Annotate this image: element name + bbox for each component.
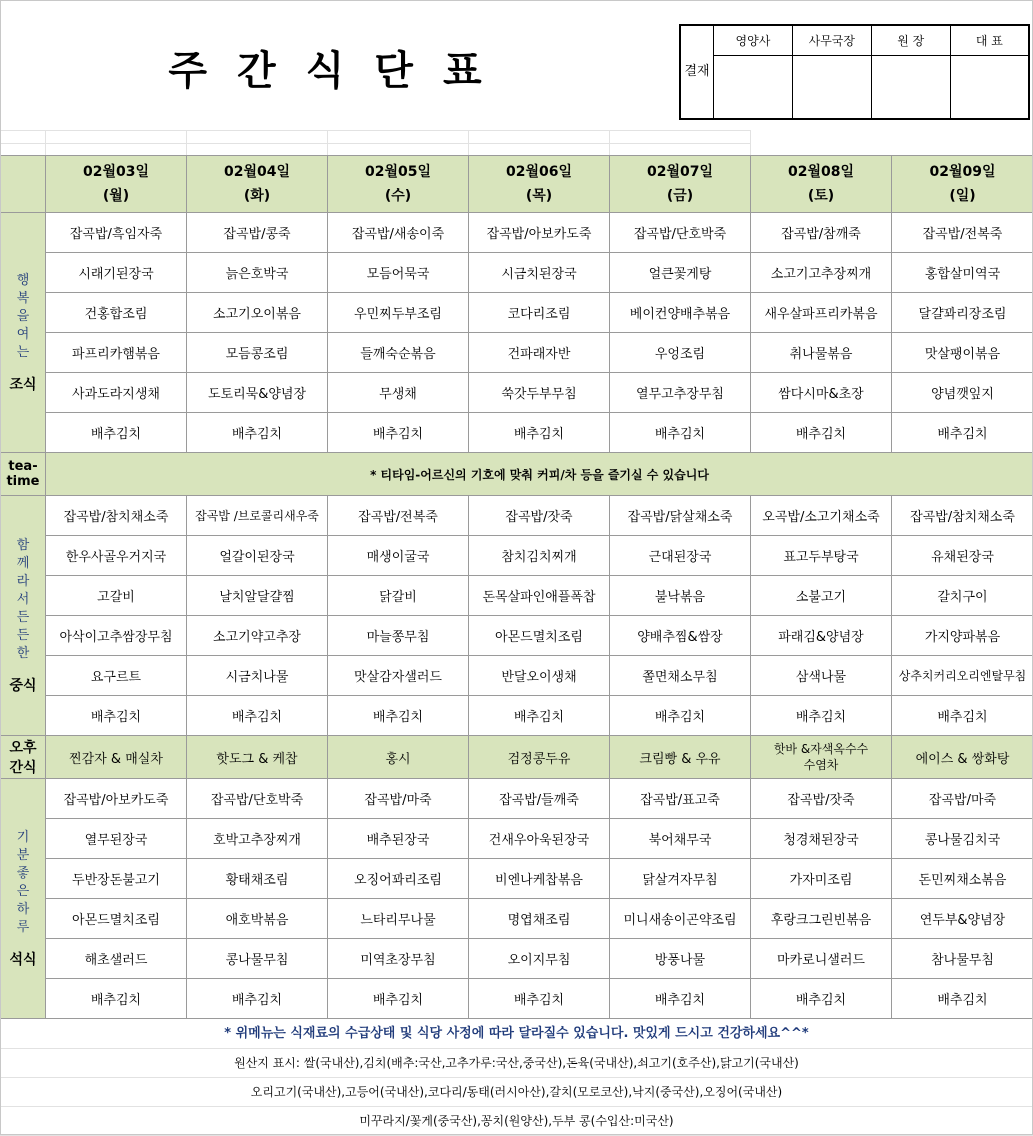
lunch-row bbox=[1, 656, 1033, 696]
menu-item: 배추김치 bbox=[187, 979, 328, 1019]
menu-item: 고갈비 bbox=[46, 576, 187, 616]
menu-item: 잡곡밥/흑임자죽 bbox=[46, 213, 187, 253]
snack-item: 검정콩두유 bbox=[469, 736, 610, 779]
menu-item: 오징어꽈리조림 bbox=[328, 859, 469, 899]
menu-item: 맛살팽이볶음 bbox=[892, 333, 1033, 373]
dinner-section-label bbox=[1, 779, 46, 1019]
menu-item: 잡곡밥/닭살채소죽 bbox=[610, 496, 751, 536]
dinner-row bbox=[1, 779, 1033, 819]
menu-item: 마늘쫑무침 bbox=[328, 616, 469, 656]
menu-item: 잡곡밥/아보카도죽 bbox=[469, 213, 610, 253]
breakfast-row bbox=[1, 213, 1033, 253]
lunch-row bbox=[1, 696, 1033, 736]
origin-line-2: 오리고기(국내산),고등어(국내산),코다리/동태(러시아산),갈치(모로코산),낙지(중국산),오징어(국내산) bbox=[0, 1078, 1033, 1107]
menu-item: 시금치나물 bbox=[187, 656, 328, 696]
menu-item: 배추김치 bbox=[328, 696, 469, 736]
menu-item: 북어채무국 bbox=[610, 819, 751, 859]
dinner-slogan: 기분 좋은 하루 bbox=[11, 829, 35, 937]
menu-item: 배추김치 bbox=[751, 696, 892, 736]
breakfast-row bbox=[1, 413, 1033, 453]
menu-item: 배추김치 bbox=[751, 979, 892, 1019]
menu-item: 아몬드멸치조림 bbox=[46, 899, 187, 939]
menu-item: 소불고기 bbox=[751, 576, 892, 616]
signature-cell[interactable] bbox=[871, 55, 950, 119]
signature-cell[interactable] bbox=[714, 55, 793, 119]
day-of-week: (목) bbox=[469, 184, 609, 208]
signature-cell[interactable] bbox=[950, 55, 1029, 119]
menu-item: 배추김치 bbox=[892, 413, 1033, 453]
menu-item: 홍합살미역국 bbox=[892, 253, 1033, 293]
menu-item: 배추김치 bbox=[46, 413, 187, 453]
signature-cell[interactable] bbox=[792, 55, 871, 119]
menu-item: 양배추찜&쌈장 bbox=[610, 616, 751, 656]
menu-item: 잡곡밥/잣죽 bbox=[469, 496, 610, 536]
breakfast-row bbox=[1, 373, 1033, 413]
menu-item: 느타리무나물 bbox=[328, 899, 469, 939]
menu-item: 표고두부탕국 bbox=[751, 536, 892, 576]
day-header-row bbox=[1, 156, 1033, 213]
day-header bbox=[46, 156, 187, 213]
day-of-week: (금) bbox=[610, 184, 750, 208]
menu-item: 근대된장국 bbox=[610, 536, 751, 576]
menu-item: 들깨숙순볶음 bbox=[328, 333, 469, 373]
lunch-section-label bbox=[1, 496, 46, 736]
notes-section bbox=[0, 1020, 1033, 1136]
snack-item: 홍시 bbox=[328, 736, 469, 779]
menu-item: 소고기오이볶음 bbox=[187, 293, 328, 333]
menu-item: 닭살겨자무침 bbox=[610, 859, 751, 899]
menu-item: 우엉조림 bbox=[610, 333, 751, 373]
menu-item: 늙은호박국 bbox=[187, 253, 328, 293]
menu-item: 파프리카햄볶음 bbox=[46, 333, 187, 373]
menu-item: 소고기고추장찌개 bbox=[751, 253, 892, 293]
menu-item: 후랑크그린빈볶음 bbox=[751, 899, 892, 939]
teatime-label: tea-time bbox=[1, 453, 46, 496]
day-date: 02월05일 bbox=[328, 160, 468, 184]
breakfast-meal-name: 조식 bbox=[1, 376, 45, 394]
menu-item: 잡곡밥/새송이죽 bbox=[328, 213, 469, 253]
menu-item: 잡곡밥/잣죽 bbox=[751, 779, 892, 819]
menu-item: 한우사골우거지국 bbox=[46, 536, 187, 576]
weekly-menu-table bbox=[0, 155, 1033, 1019]
menu-item: 모듬콩조림 bbox=[187, 333, 328, 373]
menu-item: 잡곡밥/아보카도죽 bbox=[46, 779, 187, 819]
day-date: 02월06일 bbox=[469, 160, 609, 184]
menu-item: 돈민찌채소볶음 bbox=[892, 859, 1033, 899]
menu-item: 배추김치 bbox=[187, 413, 328, 453]
day-of-week: (일) bbox=[892, 184, 1033, 208]
menu-item: 청경채된장국 bbox=[751, 819, 892, 859]
snack-item: 핫바 &자색옥수수수염차 bbox=[751, 736, 892, 779]
menu-item: 참나물무침 bbox=[892, 939, 1033, 979]
menu-item: 잡곡밥/단호박죽 bbox=[187, 779, 328, 819]
day-of-week: (월) bbox=[46, 184, 186, 208]
menu-item: 반달오이생채 bbox=[469, 656, 610, 696]
menu-item: 닭갈비 bbox=[328, 576, 469, 616]
menu-item: 소고기약고추장 bbox=[187, 616, 328, 656]
menu-item: 우민찌두부조림 bbox=[328, 293, 469, 333]
menu-item: 콩나물김치국 bbox=[892, 819, 1033, 859]
menu-item: 배추김치 bbox=[187, 696, 328, 736]
menu-item: 호박고추장찌개 bbox=[187, 819, 328, 859]
menu-item: 배추김치 bbox=[328, 979, 469, 1019]
menu-item: 잡곡밥/참치채소죽 bbox=[46, 496, 187, 536]
day-header bbox=[751, 156, 892, 213]
approval-role-ceo: 대 표 bbox=[950, 25, 1029, 55]
menu-item: 건새우아욱된장국 bbox=[469, 819, 610, 859]
page-title: 주간식단표 bbox=[0, 0, 680, 135]
menu-item: 배추김치 bbox=[892, 696, 1033, 736]
menu-item: 해초샐러드 bbox=[46, 939, 187, 979]
menu-item: 미역초장무침 bbox=[328, 939, 469, 979]
menu-item: 불낙볶음 bbox=[610, 576, 751, 616]
menu-item: 삼색나물 bbox=[751, 656, 892, 696]
approval-role-secretary: 사무국장 bbox=[792, 25, 871, 55]
menu-item: 배추김치 bbox=[751, 413, 892, 453]
snack-item: 찐감자 & 매실차 bbox=[46, 736, 187, 779]
lunch-row bbox=[1, 616, 1033, 656]
day-date: 02월03일 bbox=[46, 160, 186, 184]
day-header bbox=[610, 156, 751, 213]
menu-item: 취나물볶음 bbox=[751, 333, 892, 373]
lunch-meal-name: 중식 bbox=[1, 677, 45, 695]
menu-item: 가자미조림 bbox=[751, 859, 892, 899]
menu-item: 방풍나물 bbox=[610, 939, 751, 979]
dinner-row bbox=[1, 939, 1033, 979]
menu-item: 콩나물무침 bbox=[187, 939, 328, 979]
approval-role-nutritionist: 영양사 bbox=[714, 25, 793, 55]
menu-item: 오이지무침 bbox=[469, 939, 610, 979]
menu-item: 맛살감자샐러드 bbox=[328, 656, 469, 696]
menu-item: 돈목살파인애플폭찹 bbox=[469, 576, 610, 616]
lunch-slogan: 함께 라서 든든 한 bbox=[11, 537, 35, 663]
menu-item: 시금치된장국 bbox=[469, 253, 610, 293]
day-of-week: (화) bbox=[187, 184, 327, 208]
menu-item: 모듬어묵국 bbox=[328, 253, 469, 293]
menu-item: 잡곡밥/단호박죽 bbox=[610, 213, 751, 253]
menu-item: 명엽채조림 bbox=[469, 899, 610, 939]
menu-item: 도토리묵&양념장 bbox=[187, 373, 328, 413]
menu-item: 잡곡밥/들깨죽 bbox=[469, 779, 610, 819]
lunch-row bbox=[1, 536, 1033, 576]
breakfast-slogan: 행복을 여는 bbox=[11, 272, 35, 362]
menu-item: 아몬드멸치조림 bbox=[469, 616, 610, 656]
menu-item: 얼갈이된장국 bbox=[187, 536, 328, 576]
day-header bbox=[328, 156, 469, 213]
lunch-row bbox=[1, 496, 1033, 536]
menu-item: 잡곡밥/마죽 bbox=[328, 779, 469, 819]
menu-item: 배추김치 bbox=[469, 979, 610, 1019]
menu-item: 열무고추장무침 bbox=[610, 373, 751, 413]
menu-item: 두반장돈불고기 bbox=[46, 859, 187, 899]
menu-item: 아삭이고추쌈장무침 bbox=[46, 616, 187, 656]
approval-role-director: 원 장 bbox=[871, 25, 950, 55]
menu-item: 배추김치 bbox=[892, 979, 1033, 1019]
menu-item: 미니새송이곤약조림 bbox=[610, 899, 751, 939]
day-date: 02월09일 bbox=[892, 160, 1033, 184]
day-of-week: (수) bbox=[328, 184, 468, 208]
menu-item: 오곡밥/소고기채소죽 bbox=[751, 496, 892, 536]
menu-item: 갈치구이 bbox=[892, 576, 1033, 616]
menu-item: 양념깻잎지 bbox=[892, 373, 1033, 413]
menu-item: 배추된장국 bbox=[328, 819, 469, 859]
menu-item: 열무된장국 bbox=[46, 819, 187, 859]
menu-item: 요구르트 bbox=[46, 656, 187, 696]
menu-item: 날치알달걀찜 bbox=[187, 576, 328, 616]
menu-item: 무생채 bbox=[328, 373, 469, 413]
menu-item: 얼큰꽃게탕 bbox=[610, 253, 751, 293]
breakfast-row bbox=[1, 293, 1033, 333]
origin-line-3: 미꾸라지/꽃게(중국산),꽁치(원양산),두부 콩(수입산:미국산) bbox=[0, 1107, 1033, 1136]
menu-item: 사과도라지생채 bbox=[46, 373, 187, 413]
menu-item: 매생이굴국 bbox=[328, 536, 469, 576]
day-date: 02월04일 bbox=[187, 160, 327, 184]
teatime-note: * 티타임-어르신의 기호에 맞춰 커피/차 등을 즐기실 수 있습니다 bbox=[46, 453, 1033, 496]
menu-item: 파래김&양념장 bbox=[751, 616, 892, 656]
snack-label: 오후 간식 bbox=[1, 736, 46, 779]
menu-item: 시래기된장국 bbox=[46, 253, 187, 293]
snack-item: 에이스 & 쌍화탕 bbox=[892, 736, 1033, 779]
snack-item: 핫도그 & 케찹 bbox=[187, 736, 328, 779]
menu-item: 배추김치 bbox=[46, 696, 187, 736]
dinner-row bbox=[1, 979, 1033, 1019]
menu-item: 배추김치 bbox=[610, 413, 751, 453]
menu-item: 잡곡밥/전복죽 bbox=[328, 496, 469, 536]
day-date: 02월08일 bbox=[751, 160, 891, 184]
menu-item: 연두부&양념장 bbox=[892, 899, 1033, 939]
menu-item: 배추김치 bbox=[610, 696, 751, 736]
day-header bbox=[187, 156, 328, 213]
menu-item: 쌈다시마&초장 bbox=[751, 373, 892, 413]
menu-item: 배추김치 bbox=[469, 696, 610, 736]
menu-item: 배추김치 bbox=[328, 413, 469, 453]
menu-item: 비엔나케찹볶음 bbox=[469, 859, 610, 899]
menu-item: 잡곡밥/참깨죽 bbox=[751, 213, 892, 253]
menu-item: 배추김치 bbox=[46, 979, 187, 1019]
menu-item: 달걀꽈리장조림 bbox=[892, 293, 1033, 333]
menu-item: 쑥갓두부무침 bbox=[469, 373, 610, 413]
menu-item: 새우살파프리카볶음 bbox=[751, 293, 892, 333]
origin-line-1: 원산지 표시: 쌀(국내산),김치(배추:국산,고추가루:국산,중국산),돈육(국내산),쇠고기(호주산),닭고기(국내산) bbox=[0, 1049, 1033, 1078]
menu-item: 가지양파볶음 bbox=[892, 616, 1033, 656]
menu-item: 코다리조림 bbox=[469, 293, 610, 333]
day-date: 02월07일 bbox=[610, 160, 750, 184]
menu-item: 배추김치 bbox=[610, 979, 751, 1019]
approval-box bbox=[679, 24, 1030, 120]
dinner-meal-name: 석식 bbox=[1, 951, 45, 969]
menu-change-notice: * 위메뉴는 식재료의 수급상태 및 식당 사정에 따라 달라질수 있습니다. 맛있게 드시고 건강하세요^^* bbox=[0, 1020, 1033, 1049]
menu-item: 베이컨양배추볶음 bbox=[610, 293, 751, 333]
dinner-row bbox=[1, 899, 1033, 939]
day-of-week: (토) bbox=[751, 184, 891, 208]
corner-cell bbox=[1, 156, 46, 213]
dinner-row bbox=[1, 819, 1033, 859]
menu-item: 건홍합조림 bbox=[46, 293, 187, 333]
sheet-gridline bbox=[0, 143, 750, 144]
menu-item: 잡곡밥/표고죽 bbox=[610, 779, 751, 819]
snack-row bbox=[1, 736, 1033, 779]
menu-item: 애호박볶음 bbox=[187, 899, 328, 939]
menu-item: 마카로니샐러드 bbox=[751, 939, 892, 979]
dinner-row bbox=[1, 859, 1033, 899]
menu-item: 황태채조림 bbox=[187, 859, 328, 899]
menu-item: 잡곡밥/전복죽 bbox=[892, 213, 1033, 253]
menu-item: 유채된장국 bbox=[892, 536, 1033, 576]
menu-item: 참치김치찌개 bbox=[469, 536, 610, 576]
menu-item: 잡곡밥/마죽 bbox=[892, 779, 1033, 819]
snack-item: 크림빵 & 우유 bbox=[610, 736, 751, 779]
menu-item: 쫄면채소무침 bbox=[610, 656, 751, 696]
approval-label: 결재 bbox=[680, 25, 714, 119]
sheet-gridline bbox=[750, 130, 751, 155]
menu-item: 배추김치 bbox=[469, 413, 610, 453]
day-header bbox=[469, 156, 610, 213]
breakfast-row bbox=[1, 253, 1033, 293]
menu-item: 건파래자반 bbox=[469, 333, 610, 373]
menu-item: 잡곡밥/콩죽 bbox=[187, 213, 328, 253]
breakfast-row bbox=[1, 333, 1033, 373]
day-header bbox=[892, 156, 1033, 213]
menu-item: 잡곡밥 /브로콜리새우죽 bbox=[187, 496, 328, 536]
breakfast-section-label bbox=[1, 213, 46, 453]
lunch-row bbox=[1, 576, 1033, 616]
menu-item: 상추치커리오리엔탈무침 bbox=[892, 656, 1033, 696]
teatime-row bbox=[1, 453, 1033, 496]
menu-item: 잡곡밥/참치채소죽 bbox=[892, 496, 1033, 536]
